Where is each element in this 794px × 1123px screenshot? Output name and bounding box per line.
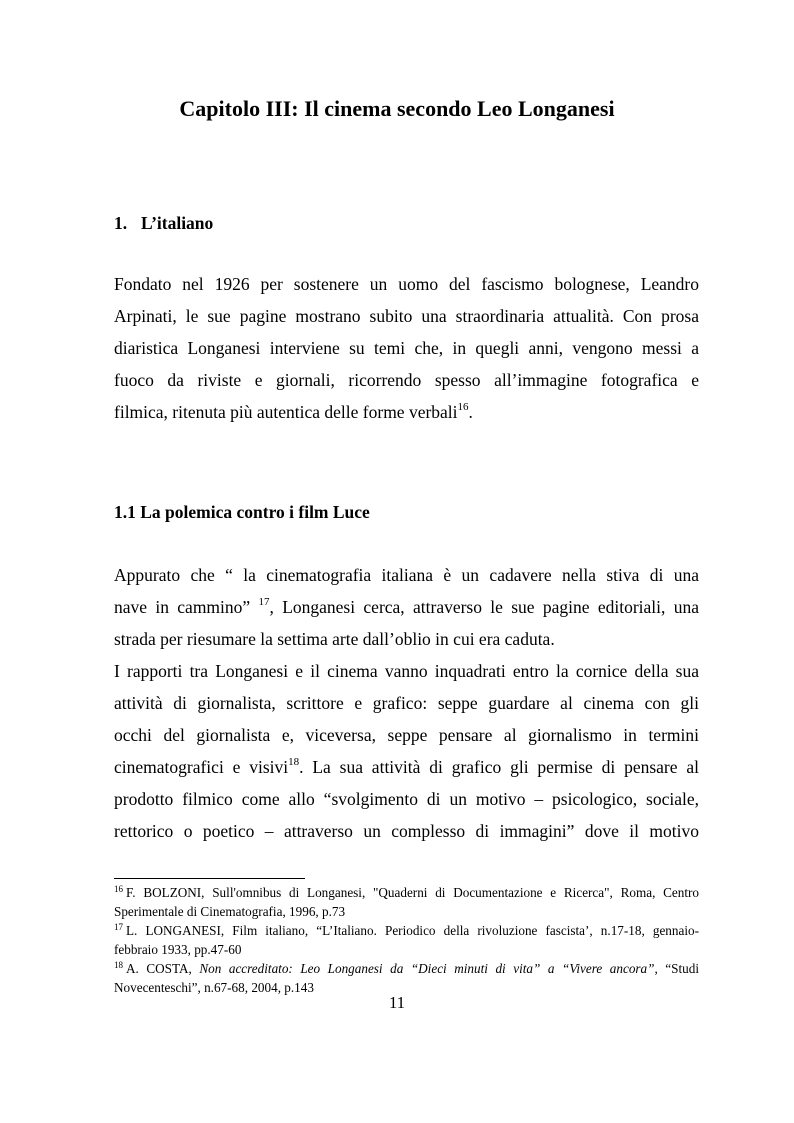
section-title: L’italiano — [141, 213, 214, 233]
footnote-text: L. LONGANESI, Film italiano, “L’Italiano. Periodico della rivoluzione fascista’, n.17-18, gennaio- — [126, 923, 699, 938]
chapter-title: Capitolo III: Il cinema secondo Leo Longanesi — [179, 96, 615, 121]
footnote-17 — [114, 921, 699, 940]
section-heading-1-1: 1.1 La polemica contro i film Luce — [114, 502, 370, 522]
footnote-divider — [114, 878, 305, 879]
page-number: 11 — [388, 993, 406, 1012]
footnote-16 — [114, 883, 699, 902]
paragraph-line — [114, 751, 699, 783]
footnote-mark: 17 — [114, 922, 123, 933]
footnote-text: F. BOLZONI, Sull'omnibus di Longanesi, "Quaderni di Documentazione e Ricerca", Roma, Centro — [126, 885, 699, 900]
footnote-text: , “Studi — [654, 961, 700, 976]
section-heading-1 — [114, 211, 213, 235]
section-number: 1. — [114, 213, 128, 233]
footnote-mark: 16 — [114, 884, 123, 895]
paragraph-line-text: cinematografici e visivi — [114, 757, 289, 777]
footnote-ref-16[interactable]: 16 — [457, 400, 469, 413]
footnotes — [114, 883, 699, 997]
paragraph-line-text: filmica, ritenuta più autentica delle forme verbali — [114, 402, 458, 422]
paragraph-line: strada per riesumare la settima arte dall’oblio in cui era caduta. — [114, 629, 555, 649]
paragraph-line-text: . La sua attività di grafico gli permise di pensare al — [299, 757, 699, 777]
footnote-18 — [114, 959, 699, 978]
footnote-16-continued: Sperimentale di Cinematografia, 1996, p.73 — [114, 904, 346, 919]
footnote-17-continued: febbraio 1933, pp.47-60 — [114, 942, 242, 957]
footnote-text: A. COSTA, — [126, 961, 200, 976]
paragraph-line: diaristica Longanesi interviene su temi che, in quegli anni, vengono messi a — [114, 338, 699, 358]
footnote-18-continued: Novecenteschi”, n.67-68, 2004, p.143 — [114, 980, 314, 995]
paragraph-line: fuoco da riviste e giornali, ricorrendo spesso all’immagine fotografica e — [114, 370, 699, 390]
paragraph-line — [114, 396, 699, 428]
footnote-ref-17[interactable]: 17 — [258, 595, 270, 608]
paragraph-line: Arpinati, le sue pagine mostrano subito una straordinaria attualità. Con prosa — [114, 306, 699, 326]
paragraph-line: attività di giornalista, scrittore e grafico: seppe guardare al cinema con gli — [114, 693, 699, 713]
paragraph-line: I rapporti tra Longanesi e il cinema vanno inquadrati entro la cornice della sua — [114, 661, 699, 681]
footnote-ref-18[interactable]: 18 — [288, 755, 300, 768]
paragraph-1 — [114, 268, 699, 428]
paragraph-2 — [114, 559, 699, 847]
paragraph-line-end: . — [468, 402, 473, 422]
paragraph-line: Fondato nel 1926 per sostenere un uomo del fascismo bolognese, Leandro — [114, 274, 699, 294]
footnote-mark: 18 — [114, 960, 123, 971]
paragraph-line: prodotto filmico come allo “svolgimento di un motivo – psicologico, sociale, — [114, 789, 699, 809]
paragraph-line: Appurato che “ la cinematografia italiana è un cadavere nella stiva di una — [114, 565, 699, 585]
paragraph-line: rettorico o poetico – attraverso un complesso di immagini” dove il motivo — [114, 821, 699, 841]
paragraph-line-text: , Longanesi cerca, attraverso le sue pagine editoriali, una — [269, 597, 699, 617]
paragraph-line: occhi del giornalista e, viceversa, seppe pensare al giornalismo in termini — [114, 725, 699, 745]
paragraph-line-text: nave in cammino” — [114, 597, 259, 617]
footnote-italic-title: Non accreditato: Leo Longanesi da “Dieci minuti di vita” a “Vivere ancora” — [199, 961, 655, 976]
paragraph-line — [114, 591, 699, 623]
